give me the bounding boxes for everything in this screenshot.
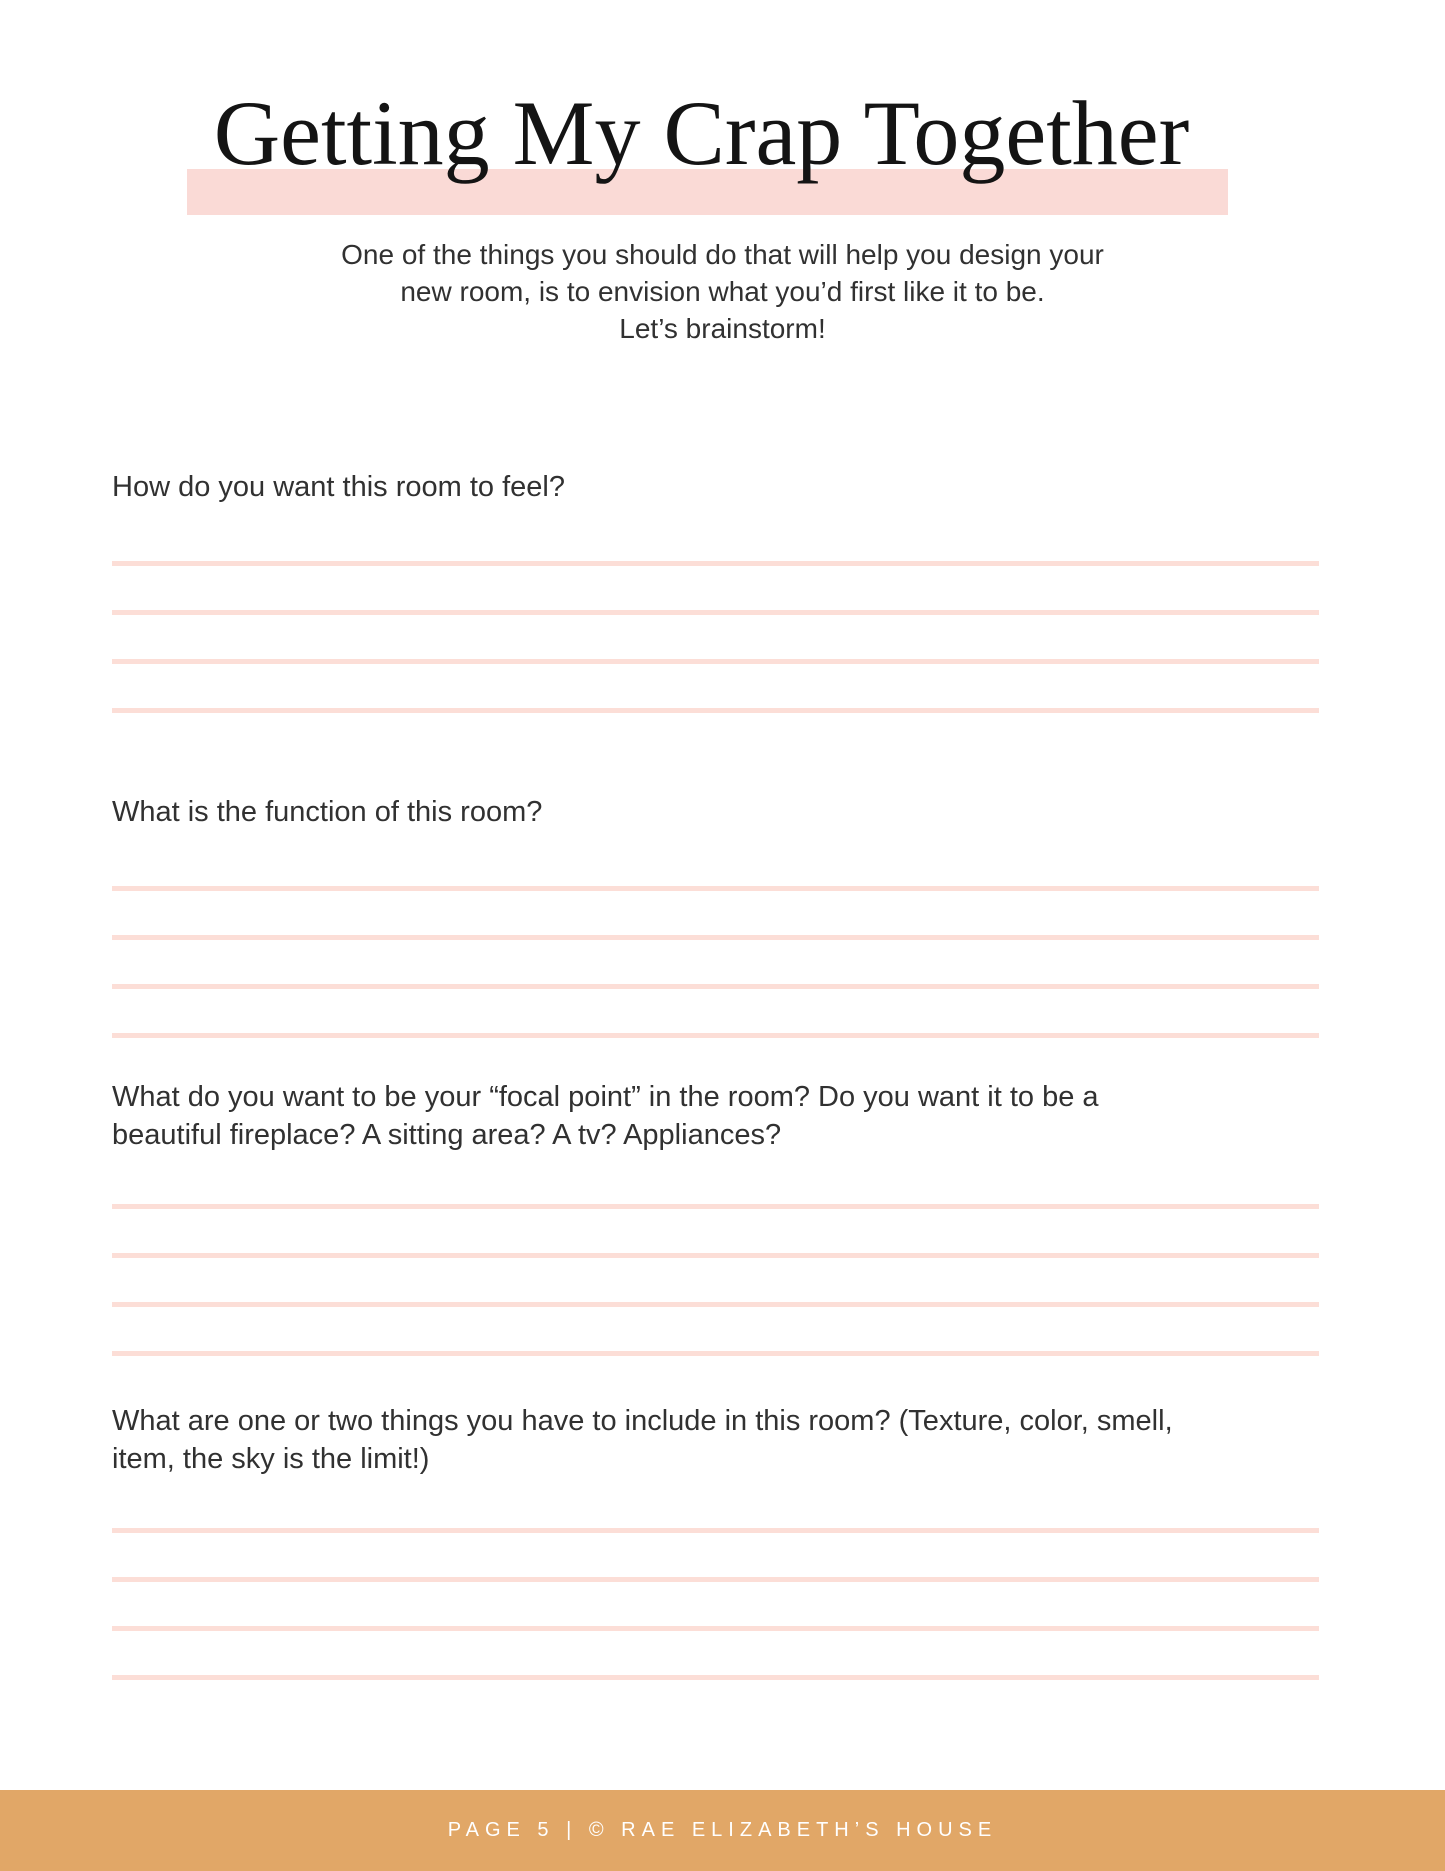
- intro-line: new room, is to envision what you’d first like it to be.: [400, 276, 1045, 307]
- answer-line: [112, 659, 1319, 664]
- answer-line: [112, 1626, 1319, 1631]
- answer-line: [112, 1528, 1319, 1533]
- answer-line: [112, 1302, 1319, 1307]
- question-label-line: How do you want this room to feel?: [112, 471, 565, 503]
- question-label: [112, 1078, 1319, 1154]
- answer-line: [112, 1204, 1319, 1209]
- question-label-line: beautiful fireplace? A sitting area? A tv? Appliances?: [112, 1119, 782, 1151]
- answer-line: [112, 610, 1319, 615]
- question-label: [112, 468, 1319, 506]
- answer-line: [112, 1675, 1319, 1680]
- question-label: [112, 1402, 1319, 1478]
- intro-text: [0, 236, 1445, 347]
- question-room-feel: [112, 468, 1319, 713]
- question-label-line: What is the function of this room?: [112, 796, 543, 828]
- question-focal-point: [112, 1078, 1319, 1356]
- footer-bar: [0, 1790, 1445, 1871]
- answer-line: [112, 984, 1319, 989]
- page-title: Getting My Crap Together: [213, 82, 1190, 184]
- answer-line: [112, 1253, 1319, 1258]
- question-must-include: [112, 1402, 1319, 1680]
- intro-line: Let’s brainstorm!: [619, 313, 826, 344]
- answer-line: [112, 935, 1319, 940]
- answer-line: [112, 886, 1319, 891]
- question-room-function: [112, 793, 1319, 1038]
- question-label-line: What do you want to be your “focal point” in the room? Do you want it to be a: [112, 1081, 1099, 1113]
- answer-line: [112, 561, 1319, 566]
- footer-text: PAGE 5 | © RAE ELIZABETH’S HOUSE: [447, 1819, 998, 1841]
- question-label-line: What are one or two things you have to include in this room? (Texture, color, smell,: [112, 1405, 1173, 1437]
- question-label: [112, 793, 1319, 831]
- intro-line: One of the things you should do that will help you design your: [341, 239, 1104, 270]
- answer-line: [112, 1033, 1319, 1038]
- answer-line: [112, 1577, 1319, 1582]
- question-label-line: item, the sky is the limit!): [112, 1443, 430, 1475]
- answer-line: [112, 708, 1319, 713]
- answer-line: [112, 1351, 1319, 1356]
